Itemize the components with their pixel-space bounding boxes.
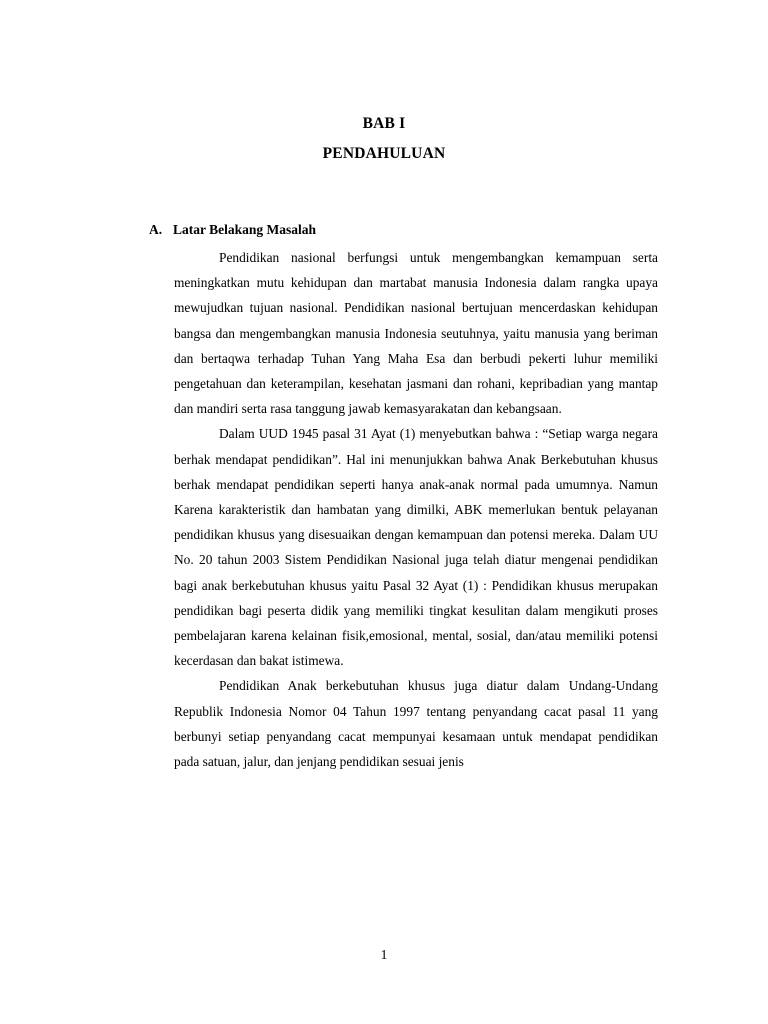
section-heading [149, 222, 316, 238]
paragraph: Dalam UUD 1945 pasal 31 Ayat (1) menyebutkan bahwa : “Setiap warga negara berhak mendapat pendidikan”. Hal ini menunjukkan bahwa Anak Berkebutuhan khusus berhak mendapat pendidikan seperti hanya anak-anak normal pada umumnya. Namun Karena karakteristik dan hambatan yang dimilki, ABK memerlukan bentuk pelayanan pendidikan khusus yang disesuaikan dengan kemampuan dan potensi mereka. Dalam UU No. 20 tahun 2003 Sistem Pendidikan Nasional juga telah diatur mengenai pendidikan bagi anak berkebutuhan khusus yaitu Pasal 32 Ayat (1) : Pendidikan khusus merupakan pendidikan bagi peserta didik yang memiliki tingkat kesulitan dalam mengikuti proses pembelajaran karena kelainan fisik,emosional, mental, sosial, dan/atau memiliki potensi kecerdasan dan bakat istimewa. [174, 426, 658, 669]
chapter-number: BAB I [362, 115, 406, 132]
section-title: Latar Belakang Masalah [173, 222, 317, 237]
chapter-title: PENDAHULUAN [322, 145, 446, 162]
section-letter: A. [149, 222, 163, 237]
paragraph: Pendidikan nasional berfungsi untuk mengembangkan kemampuan serta meningkatkan mutu kehidupan dan martabat manusia Indonesia dalam rangka upaya mewujudkan tujuan nasional. Pendidikan nasional bertujuan mencerdaskan kehidupan bangsa dan mengembangkan manusia Indonesia seutuhnya, yaitu manusia yang beriman dan bertaqwa terhadap Tuhan Yang Maha Esa dan berbudi pekerti luhur memiliki pengetahuan dan keterampilan, kesehatan jasmani dan rohani, kepribadian yang mantap dan mandiri serta rasa tanggung jawab kemasyarakatan dan kebangsaan. [174, 250, 658, 417]
paragraph: Pendidikan Anak berkebutuhan khusus juga diatur dalam Undang-Undang Republik Indonesia Nomor 04 Tahun 1997 tentang penyandang cacat pasal 11 yang berbunyi setiap penyandang cacat mempunyai kesamaan untuk mendapat pendidikan pada satuan, jalur, dan jenjang pendidikan sesuai jenis [174, 678, 658, 770]
body-text [174, 245, 658, 774]
page-number: 1 [380, 947, 388, 962]
